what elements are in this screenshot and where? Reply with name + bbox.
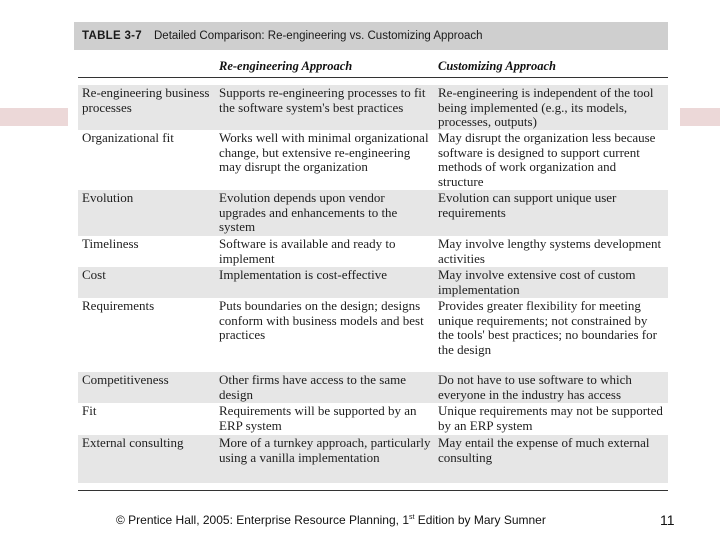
- reengineering-cell: Supports re-engineering processes to fit the software system's best practices: [219, 85, 426, 115]
- reengineering-cell: Works well with minimal organizational change, but extensive re-engineering may disrupt the organization: [219, 130, 429, 175]
- customizing-cell: May involve extensive cost of custom implementation: [438, 267, 636, 297]
- customizing-cell: Evolution can support unique user requirements: [438, 190, 617, 220]
- row-label: Evolution: [82, 190, 134, 205]
- customizing-cell: Provides greater flexibility for meeting unique requirements; not constrained by the tools' best practices; no boundaries for the design: [438, 298, 657, 357]
- table-row: [78, 403, 668, 435]
- table-caption: Detailed Comparison: Re-engineering vs. Customizing Approach: [154, 30, 483, 42]
- header-rule: [78, 77, 668, 78]
- customizing-cell: Re-engineering is independent of the tool being implemented (e.g., its models, processes, outputs): [438, 85, 654, 130]
- table-figure: [74, 22, 668, 493]
- reengineering-cell: Implementation is cost-effective: [219, 267, 387, 282]
- row-label: External consulting: [82, 435, 184, 450]
- table-title-bar: [74, 22, 668, 50]
- table-number: TABLE 3-7: [82, 30, 142, 42]
- customizing-cell: Unique requirements may not be supported by an ERP system: [438, 403, 663, 433]
- row-label: Organizational fit: [82, 130, 174, 145]
- column-header-reengineering: Re-engineering Approach: [219, 59, 353, 73]
- table-row: [78, 130, 668, 190]
- customizing-cell: Do not have to use software to which everyone in the industry has access: [438, 372, 632, 402]
- row-label: Requirements: [82, 298, 155, 313]
- reengineering-cell: Requirements will be supported by an ERP system: [219, 403, 417, 433]
- reengineering-cell: More of a turnkey approach, particularly using a vanilla implementation: [219, 435, 431, 465]
- column-header-customizing: Customizing Approach: [438, 59, 556, 73]
- row-label: Cost: [82, 267, 106, 282]
- table-row: [78, 298, 668, 372]
- row-label: Timeliness: [82, 236, 139, 251]
- reengineering-cell: Evolution depends upon vendor upgrades and enhancements to the system: [219, 190, 398, 235]
- customizing-cell: May entail the expense of much external consulting: [438, 435, 650, 465]
- page-number: 11: [660, 512, 675, 528]
- table-row: [78, 372, 668, 403]
- table-row: [78, 435, 668, 483]
- customizing-cell: May involve lengthy systems development activities: [438, 236, 662, 266]
- decorative-band-left: [0, 108, 68, 126]
- row-label: Re-engineering business processes: [82, 85, 210, 115]
- table-row: [78, 267, 668, 298]
- table-row: [78, 85, 668, 130]
- reengineering-cell: Puts boundaries on the design; designs conform with business models and best practices: [219, 298, 424, 343]
- table-row: [78, 190, 668, 236]
- footer-text-post: Edition by Mary Sumner: [414, 513, 546, 527]
- copyright-footer: [116, 513, 546, 527]
- reengineering-cell: Other firms have access to the same design: [219, 372, 406, 402]
- bottom-rule: [78, 490, 668, 491]
- row-label: Fit: [82, 403, 97, 418]
- reengineering-cell: Software is available and ready to implement: [219, 236, 396, 266]
- footer-text-pre: © Prentice Hall, 2005: Enterprise Resource Planning, 1: [116, 513, 409, 527]
- customizing-cell: May disrupt the organization less because software is designed to support current methods of work organization and structure: [438, 130, 656, 189]
- row-label: Competitiveness: [82, 372, 169, 387]
- footer-superscript: st: [409, 514, 415, 521]
- table-row: [78, 236, 668, 267]
- decorative-band-right: [680, 108, 720, 126]
